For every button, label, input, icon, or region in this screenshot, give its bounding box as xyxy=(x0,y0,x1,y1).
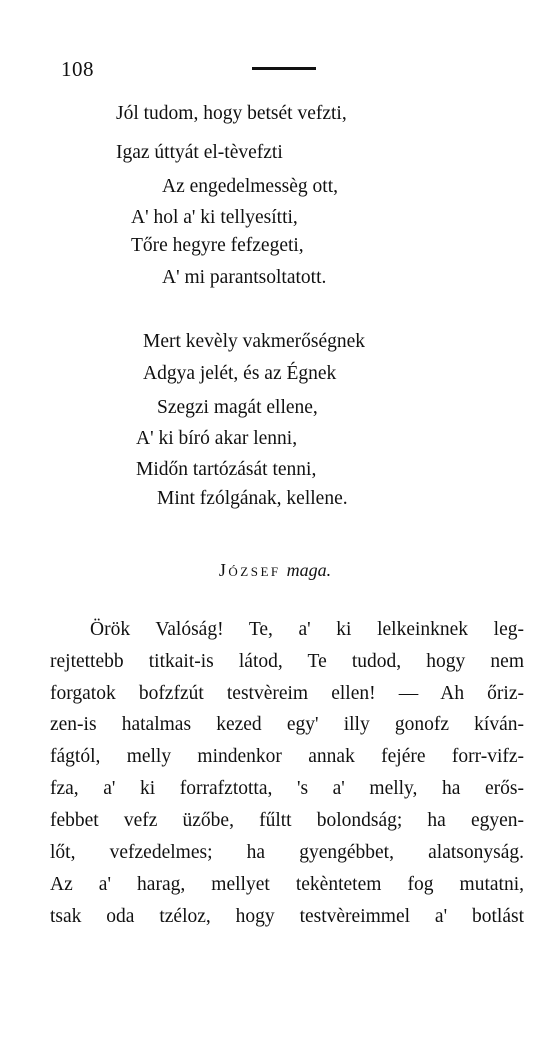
prose-line: zen-is hatalmas kezed egy' illy gonofz kíván- xyxy=(50,714,524,735)
header-rule xyxy=(252,67,316,70)
prose-line: Az a' harag, mellyet tekèntetem fog mutatni, xyxy=(50,874,524,895)
speaker-heading xyxy=(0,560,550,581)
verse-line: Szegzi magát ellene, xyxy=(157,397,318,418)
prose-line: rejtettebb titkait-is látod, Te tudod, hogy nem xyxy=(50,651,524,672)
prose-line: forgatok bofzfzút testvèreim ellen! — Ah őriz- xyxy=(50,683,524,704)
prose-line: Örök Valóság! Te, a' ki lelkeinknek leg- xyxy=(90,619,524,640)
prose-line: febbet vefz üzőbe, fűltt bolondság; ha egyen- xyxy=(50,810,524,831)
verse-line: Igaz úttyát el-tèvefzti xyxy=(116,142,283,163)
verse-line: A' hol a' ki tellyesítti, xyxy=(131,207,298,228)
speaker-suffix: maga. xyxy=(286,560,332,580)
verse-line: Adgya jelét, és az Égnek xyxy=(143,363,337,384)
prose-line: fágtól, melly mindenkor annak fejére forr-vifz- xyxy=(50,746,524,767)
verse-line: Midőn tartózását tenni, xyxy=(136,459,317,480)
prose-line: fza, a' ki forrafztotta, 's a' melly, ha erős- xyxy=(50,778,524,799)
verse-line: Tőre hegyre fefzegeti, xyxy=(131,235,304,256)
speaker-name-rest: ÓZSEF xyxy=(228,564,281,579)
verse-line: Az engedelmessèg ott, xyxy=(162,176,338,197)
verse-line: Jól tudom, hogy betsét vefzti, xyxy=(116,103,347,124)
speaker-name-initial: J xyxy=(218,560,229,580)
prose-line: lőt, vefzedelmes; ha gyengébbet, alatsonyság. xyxy=(50,842,524,863)
verse-line: A' ki bíró akar lenni, xyxy=(136,428,298,449)
page-number: 108 xyxy=(61,57,94,81)
verse-line: Mert kevèly vakmerőségnek xyxy=(143,331,366,352)
verse-line: A' mi parantsoltatott. xyxy=(162,267,327,288)
prose-line: tsak oda tzéloz, hogy testvèreimmel a' botlást xyxy=(50,906,524,927)
verse-line: Mint fzólgának, kellene. xyxy=(157,488,348,509)
